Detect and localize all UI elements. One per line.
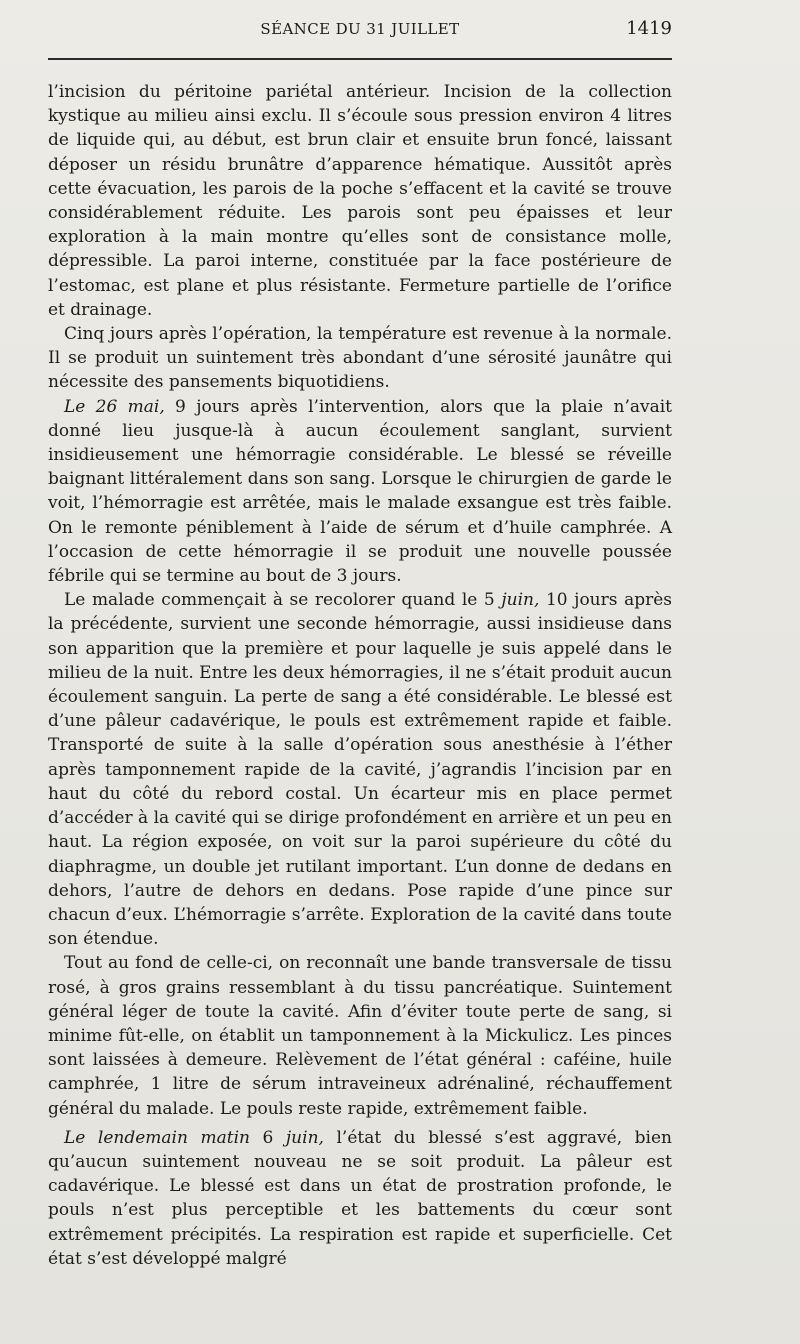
paragraph-2-text: Cinq jours après l’opération, la température est revenue à la normale. Il se produit un suintement très abondant d’une sérosité jaunâtre qui nécessite des pansements biquotidiens.	[48, 324, 672, 393]
paragraph-4-text: 10 jours après la précédente, survient une seconde hémorragie, aussi insidieuse dans son apparition que la première et pour laquelle je suis appelé dans le milieu de la nuit. Entre les deux hémorragies, il ne s’était produit aucun écoulement sanguin. La perte de sang a été considérable. Le blessé est d’une pâleur cadavérique, le pouls est extrêmement rapide et faible. Transporté de suite à la salle d’opération sous anesthésie à l’éther après tamponnement rapide de la cavité, j’agrandis l’incision par en haut du côté du rebord costal. Un écarteur mis en place permet d’accéder à la cavité qui se dirige profondément en arrière et un peu en haut. La région exposée, on voit sur la paroi supérieure du côté du diaphragme, un double jet rutilant important. L’un donne de dedans en dehors, l’autre de dehors en dedans. Pose rapide d’une pince sur chacun d’eux. L’hémorragie s’arrête. Exploration de la cavité dans toute son étendue.	[48, 590, 672, 950]
paragraph-5	[48, 951, 672, 1120]
paragraph-6	[48, 1126, 672, 1271]
header-rule	[48, 58, 672, 60]
paragraph-6-text: l’état du blessé s’est aggravé, bien qu’aucun suintement nouveau ne se soit produit. La pâleur est cadavérique. Le blessé est dans un état de prostration profonde, le pouls n’est plus perceptible et les battements du cœur sont extrêmement précipités. La respiration est rapide et superficielle. Cet état s’est développé malgré	[48, 1127, 672, 1269]
paragraph-4-pre: Le malade commençait à se recolorer quand le 5	[64, 590, 502, 611]
paragraph-3-text: 9 jours après l’intervention, alors que la plaie n’avait donné lieu jusque-là à aucun écoulement sanglant, survient insidieusement une hémorragie considérable. Le blessé se réveille baignant littéralement dans son sang. Lorsque le chirurgien de garde le voit, l’hémorragie est arrêtée, mais le malade exsangue est très faible. On le remonte péniblement à l’aide de sérum et d’huile camphrée. A l’occasion de cette hémorragie il se produit une nouvelle poussée fébrile qui se termine au bout de 3 jours.	[48, 396, 672, 587]
body-text	[48, 80, 672, 1271]
paragraph-1	[48, 80, 672, 322]
paragraph-2	[48, 322, 672, 395]
page-number: 1419	[626, 18, 672, 39]
page-header	[48, 18, 672, 48]
paragraph-6-lead: Le lendemain matin	[64, 1127, 250, 1148]
paragraph-6-date: juin,	[285, 1127, 324, 1148]
paragraph-6-mid: 6	[249, 1127, 286, 1148]
paragraph-4	[48, 588, 672, 951]
paragraph-3-date: Le 26 mai,	[64, 396, 165, 417]
paragraph-4-date: juin,	[501, 590, 540, 611]
running-head: SÉANCE DU 31 JUILLET	[260, 20, 460, 38]
paragraph-3	[48, 395, 672, 589]
paragraph-1-text: l’incision du péritoine pariétal antérieur. Incision de la collection kystique au milieu ainsi exclu. Il s’écoule sous pression environ 4 litres de liquide qui, au début, est brun clair et ensuite brun foncé, laissant déposer un résidu brunâtre d’apparence hématique. Aussitôt après cette évacuation, les parois de la poche s’effacent et la cavité se trouve considérablement réduite. Les parois sont peu épaisses et leur exploration à la main montre qu’elles sont de consistance molle, dépressible. La paroi interne, constituée par la face postérieure de l’estomac, est plane et plus résistante. Fermeture partielle de l’orifice et drainage.	[48, 82, 672, 320]
paragraph-5-text: Tout au fond de celle-ci, on reconnaît une bande transversale de tissu rosé, à gros grains ressemblant à du tissu pancréatique. Suintement général léger de toute la cavité. Afin d’éviter toute perte de sang, si minime fût-elle, on établit un tamponnement à la Mickulicz. Les pinces sont laissées à demeure. Relèvement de l’état général : caféine, huile camphrée, 1 litre de sérum intraveineux adrénaliné, réchauffement général du malade. Le pouls reste rapide, extrêmement faible.	[48, 953, 672, 1119]
